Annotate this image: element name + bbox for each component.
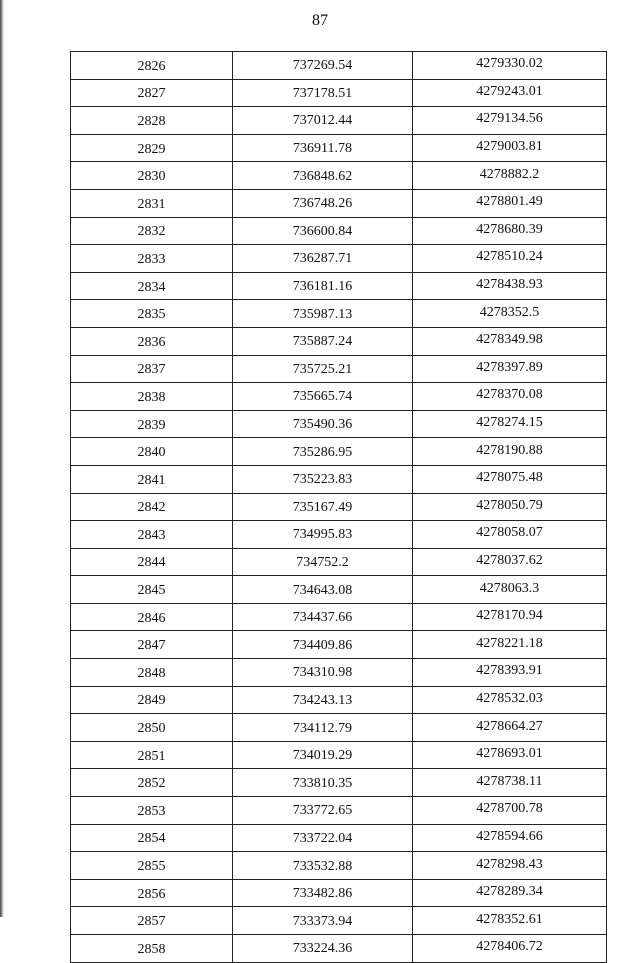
x-coordinate-cell: 733482.86	[233, 879, 413, 907]
x-coordinate-cell: 734243.13	[233, 686, 413, 714]
y-coordinate-cell: 4278700.78	[413, 797, 607, 825]
x-coordinate-cell: 735665.74	[233, 383, 413, 411]
x-coordinate-cell: 737178.51	[233, 79, 413, 107]
y-coordinate-cell: 4278037.62	[413, 548, 607, 576]
point-number-cell: 2848	[71, 659, 233, 687]
point-number-cell: 2842	[71, 493, 233, 521]
table-row	[71, 107, 607, 135]
table-row	[71, 935, 607, 963]
point-number-cell: 2829	[71, 134, 233, 162]
table-row	[71, 52, 607, 80]
x-coordinate-cell: 734437.66	[233, 603, 413, 631]
table-row	[71, 686, 607, 714]
x-coordinate-cell: 737269.54	[233, 52, 413, 80]
point-number-cell: 2850	[71, 714, 233, 742]
table-row	[71, 162, 607, 190]
point-number-cell: 2846	[71, 603, 233, 631]
y-coordinate-cell: 4278058.07	[413, 521, 607, 549]
x-coordinate-cell: 735887.24	[233, 327, 413, 355]
y-coordinate-cell: 4278063.3	[413, 576, 607, 604]
point-number-cell: 2838	[71, 383, 233, 411]
table-row	[71, 769, 607, 797]
x-coordinate-cell: 735167.49	[233, 493, 413, 521]
y-coordinate-cell: 4278594.66	[413, 824, 607, 852]
table-row	[71, 603, 607, 631]
point-number-cell: 2852	[71, 769, 233, 797]
point-number-cell: 2830	[71, 162, 233, 190]
coordinate-table	[70, 51, 607, 963]
point-number-cell: 2854	[71, 824, 233, 852]
scan-edge-shadow	[0, 0, 4, 917]
point-number-cell: 2855	[71, 852, 233, 880]
x-coordinate-cell: 733373.94	[233, 907, 413, 935]
table-row	[71, 300, 607, 328]
x-coordinate-cell: 734752.2	[233, 548, 413, 576]
point-number-cell: 2827	[71, 79, 233, 107]
table-row	[71, 383, 607, 411]
y-coordinate-cell: 4278680.39	[413, 217, 607, 245]
table-row	[71, 741, 607, 769]
table-row	[71, 576, 607, 604]
y-coordinate-cell: 4278352.5	[413, 300, 607, 328]
page-number: 87	[312, 12, 328, 29]
x-coordinate-cell: 736848.62	[233, 162, 413, 190]
y-coordinate-cell: 4278298.43	[413, 852, 607, 880]
y-coordinate-cell: 4278882.2	[413, 162, 607, 190]
table-row	[71, 631, 607, 659]
y-coordinate-cell: 4279330.02	[413, 52, 607, 80]
x-coordinate-cell: 734310.98	[233, 659, 413, 687]
x-coordinate-cell: 735987.13	[233, 300, 413, 328]
x-coordinate-cell: 735490.36	[233, 410, 413, 438]
x-coordinate-cell: 735286.95	[233, 438, 413, 466]
y-coordinate-cell: 4278693.01	[413, 741, 607, 769]
y-coordinate-cell: 4278349.98	[413, 327, 607, 355]
y-coordinate-cell: 4278406.72	[413, 935, 607, 963]
point-number-cell: 2844	[71, 548, 233, 576]
y-coordinate-cell: 4278190.88	[413, 438, 607, 466]
point-number-cell: 2856	[71, 879, 233, 907]
point-number-cell: 2839	[71, 410, 233, 438]
y-coordinate-cell: 4278370.08	[413, 383, 607, 411]
y-coordinate-cell: 4278050.79	[413, 493, 607, 521]
point-number-cell: 2828	[71, 107, 233, 135]
y-coordinate-cell: 4278438.93	[413, 272, 607, 300]
y-coordinate-cell: 4278289.34	[413, 879, 607, 907]
y-coordinate-cell: 4278221.18	[413, 631, 607, 659]
table-row	[71, 438, 607, 466]
table-row	[71, 659, 607, 687]
x-coordinate-cell: 733722.04	[233, 824, 413, 852]
x-coordinate-cell: 734995.83	[233, 521, 413, 549]
x-coordinate-cell: 733224.36	[233, 935, 413, 963]
x-coordinate-cell: 736600.84	[233, 217, 413, 245]
table-row	[71, 272, 607, 300]
y-coordinate-cell: 4278738.11	[413, 769, 607, 797]
y-coordinate-cell: 4278170.94	[413, 603, 607, 631]
x-coordinate-cell: 736911.78	[233, 134, 413, 162]
y-coordinate-cell: 4278352.61	[413, 907, 607, 935]
x-coordinate-cell: 735223.83	[233, 465, 413, 493]
y-coordinate-cell: 4278510.24	[413, 245, 607, 273]
point-number-cell: 2826	[71, 52, 233, 80]
table-row	[71, 824, 607, 852]
table-row	[71, 714, 607, 742]
point-number-cell: 2831	[71, 189, 233, 217]
point-number-cell: 2858	[71, 935, 233, 963]
point-number-cell: 2845	[71, 576, 233, 604]
x-coordinate-cell: 736748.26	[233, 189, 413, 217]
point-number-cell: 2833	[71, 245, 233, 273]
x-coordinate-cell: 733772.65	[233, 797, 413, 825]
table-row	[71, 355, 607, 383]
table-row	[71, 879, 607, 907]
point-number-cell: 2832	[71, 217, 233, 245]
point-number-cell: 2835	[71, 300, 233, 328]
y-coordinate-cell: 4278274.15	[413, 410, 607, 438]
x-coordinate-cell: 733532.88	[233, 852, 413, 880]
y-coordinate-cell: 4279003.81	[413, 134, 607, 162]
x-coordinate-cell: 735725.21	[233, 355, 413, 383]
coordinate-table-body	[71, 52, 607, 963]
y-coordinate-cell: 4279243.01	[413, 79, 607, 107]
table-row	[71, 245, 607, 273]
table-row	[71, 134, 607, 162]
table-row	[71, 327, 607, 355]
x-coordinate-cell: 736287.71	[233, 245, 413, 273]
point-number-cell: 2834	[71, 272, 233, 300]
point-number-cell: 2837	[71, 355, 233, 383]
table-row	[71, 548, 607, 576]
table-row	[71, 217, 607, 245]
x-coordinate-cell: 736181.16	[233, 272, 413, 300]
coordinate-table-wrapper	[70, 51, 607, 963]
y-coordinate-cell: 4278397.89	[413, 355, 607, 383]
point-number-cell: 2836	[71, 327, 233, 355]
table-row	[71, 852, 607, 880]
point-number-cell: 2847	[71, 631, 233, 659]
point-number-cell: 2841	[71, 465, 233, 493]
table-row	[71, 521, 607, 549]
table-row	[71, 465, 607, 493]
y-coordinate-cell: 4278393.91	[413, 659, 607, 687]
point-number-cell: 2853	[71, 797, 233, 825]
table-row	[71, 907, 607, 935]
y-coordinate-cell: 4278801.49	[413, 189, 607, 217]
y-coordinate-cell: 4278075.48	[413, 465, 607, 493]
point-number-cell: 2849	[71, 686, 233, 714]
x-coordinate-cell: 734409.86	[233, 631, 413, 659]
point-number-cell: 2851	[71, 741, 233, 769]
point-number-cell: 2843	[71, 521, 233, 549]
x-coordinate-cell: 734112.79	[233, 714, 413, 742]
x-coordinate-cell: 734019.29	[233, 741, 413, 769]
table-row	[71, 79, 607, 107]
y-coordinate-cell: 4278532.03	[413, 686, 607, 714]
table-row	[71, 797, 607, 825]
x-coordinate-cell: 737012.44	[233, 107, 413, 135]
x-coordinate-cell: 733810.35	[233, 769, 413, 797]
table-row	[71, 410, 607, 438]
y-coordinate-cell: 4279134.56	[413, 107, 607, 135]
table-row	[71, 493, 607, 521]
point-number-cell: 2857	[71, 907, 233, 935]
x-coordinate-cell: 734643.08	[233, 576, 413, 604]
table-row	[71, 189, 607, 217]
y-coordinate-cell: 4278664.27	[413, 714, 607, 742]
point-number-cell: 2840	[71, 438, 233, 466]
